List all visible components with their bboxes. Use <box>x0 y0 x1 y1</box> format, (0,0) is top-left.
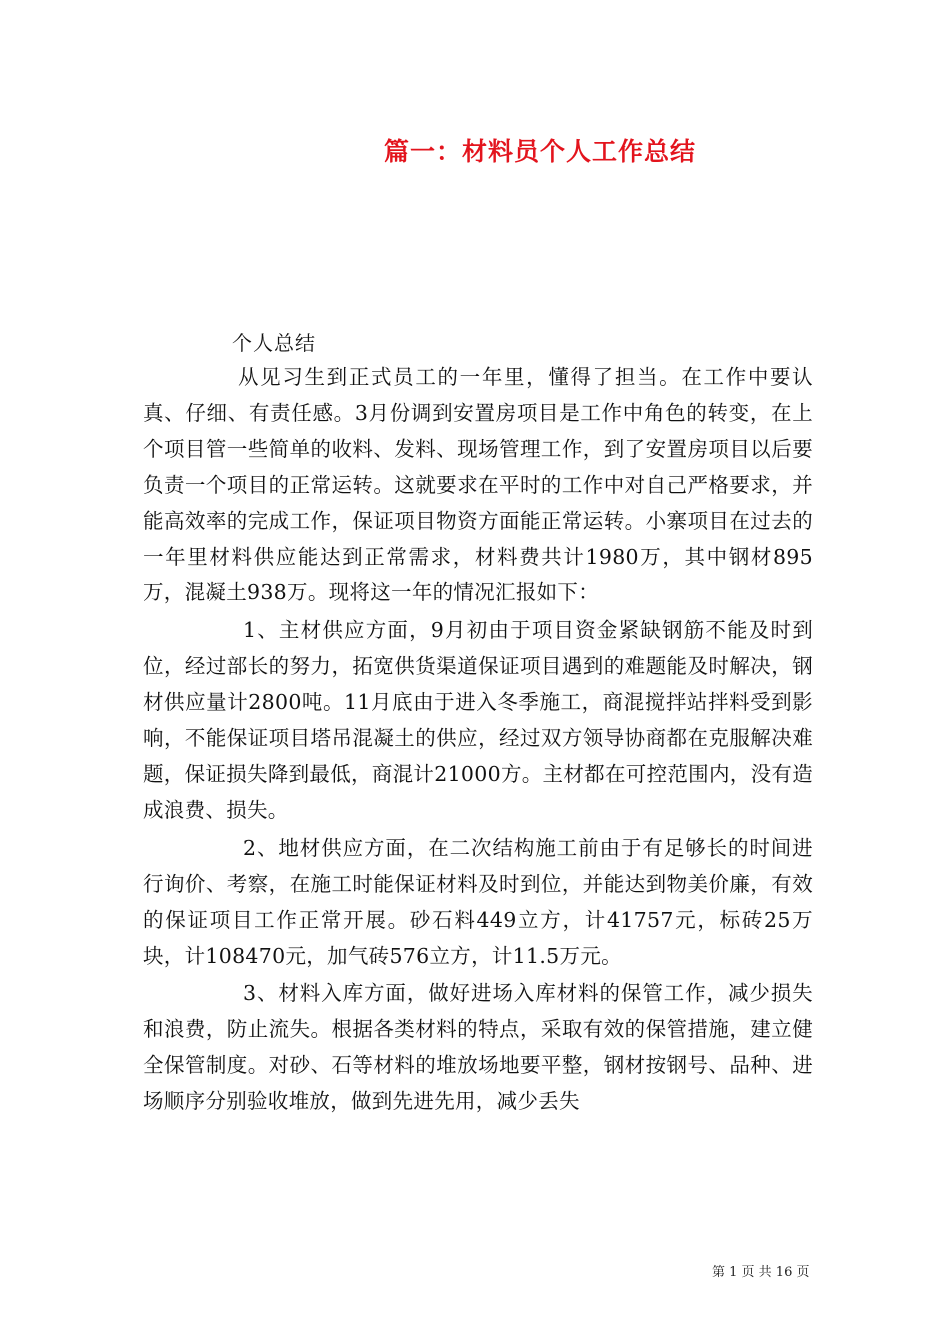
page-number-footer: 第 1 页 共 16 页 <box>712 1265 810 1280</box>
paragraph-intro: 从见习生到正式员工的一年里，懂得了担当。在工作中要认真、仔细、有责任感。3月份调到安置房项目是工作中角色的转变，在上个项目管一些简单的收料、发料、现场管理工作，到了安置房项目以后要负责一个项目的正常运转。这就要求在平时的工作中对自己严格要求，并能高效率的完成工作，保证项目物资方面能正常运转。小寨项目在过去的一年里材料供应能达到正常需求，材料费共计1980万，其中钢材895万，混凝土938万。现将这一年的情况汇报如下： <box>143 365 813 605</box>
paragraph-main-materials: 1、主材供应方面，9月初由于项目资金紧缺钢筋不能及时到位，经过部长的努力，拓宽供货渠道保证项目遇到的难题能及时解决，钢材供应量计2800吨。11月底由于进入冬季施工，商混搅拌站拌料受到影响，不能保证项目塔吊混凝土的供应，经过双方领导协商都在克服解决难题，保证损失降到最低，商混计21000方。主材都在可控范围内，没有造成浪费、损失。 <box>143 618 813 822</box>
document-title: 篇一：材料员个人工作总结 <box>383 137 696 166</box>
paragraph-local-materials: 2、地材供应方面，在二次结构施工前由于有足够长的时间进行询价、考察，在施工时能保证材料及时到位，并能达到物美价廉，有效的保证项目工作正常开展。砂石料449立方，计41757元，标砖25万块，计108470元，加气砖576立方，计11.5万元。 <box>143 835 813 968</box>
paragraph-warehousing: 3、材料入库方面，做好进场入库材料的保管工作，减少损失和浪费，防止流失。根据各类材料的特点，采取有效的保管措施，建立健全保管制度。对砂、石等材料的堆放场地要平整，钢材按钢号、品种、进场顺序分别验收堆放，做到先进先用，减少丢失 <box>143 981 813 1114</box>
body-text <box>143 360 813 1120</box>
section-heading: 个人总结 <box>232 331 316 355</box>
